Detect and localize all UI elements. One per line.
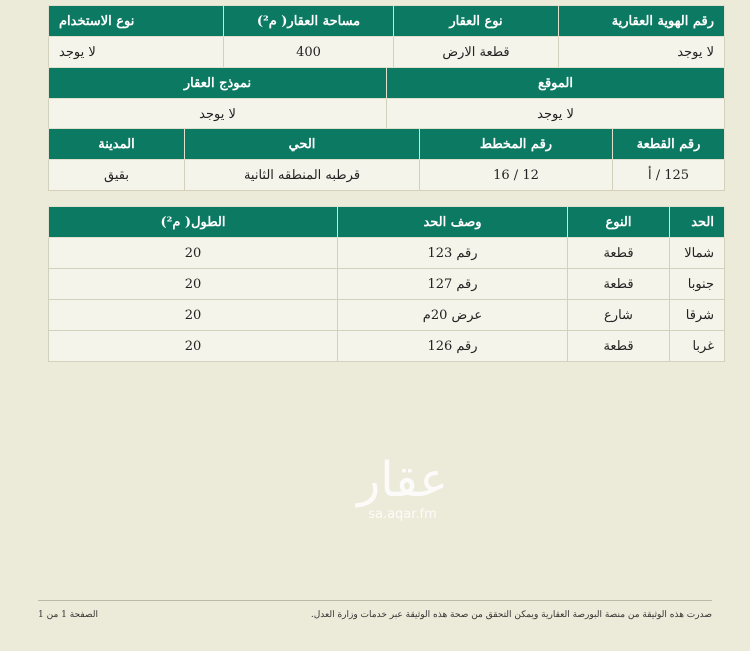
header-boundary-type: النوع	[568, 207, 670, 238]
boundary-type: قطعة	[568, 269, 670, 300]
watermark-logo: عقار	[357, 452, 448, 508]
header-property-model: نموذج العقار	[49, 68, 387, 99]
boundary-type: قطعة	[568, 331, 670, 362]
header-boundary: الحد	[670, 207, 725, 238]
boundary-desc: رقم 127	[338, 269, 568, 300]
boundary-desc: عرض 20م	[338, 300, 568, 331]
footer-divider	[38, 600, 712, 601]
property-info-table	[48, 5, 725, 68]
boundary-type: قطعة	[568, 238, 670, 269]
boundary-type: شارع	[568, 300, 670, 331]
table-row	[49, 331, 725, 362]
header-plot-number: رقم القطعة	[613, 129, 725, 160]
header-usage-type: نوع الاستخدام	[49, 6, 224, 37]
value-city: بقيق	[49, 160, 185, 191]
boundary-length: 20	[49, 300, 338, 331]
value-plot-number: 125 / أ	[613, 160, 725, 191]
boundary-desc: رقم 123	[338, 238, 568, 269]
table-row	[49, 300, 725, 331]
boundary-side: شمالا	[670, 238, 725, 269]
boundaries-table	[48, 206, 725, 362]
location-table	[48, 67, 725, 130]
table-row	[49, 269, 725, 300]
value-location: لا يوجد	[387, 99, 725, 130]
value-usage-type: لا يوجد	[49, 37, 224, 68]
aqar-watermark	[340, 452, 465, 522]
boundary-length: 20	[49, 331, 338, 362]
value-property-area: 400	[224, 37, 394, 68]
boundary-side: جنوبا	[670, 269, 725, 300]
plot-table	[48, 128, 725, 191]
value-district: قرطبه المنطقه الثانية	[185, 160, 420, 191]
boundary-side: غربا	[670, 331, 725, 362]
value-property-model: لا يوجد	[49, 99, 387, 130]
value-property-id: لا يوجد	[559, 37, 725, 68]
header-property-id: رقم الهوية العقارية	[559, 6, 725, 37]
boundary-desc: رقم 126	[338, 331, 568, 362]
header-property-area: مساحة العقار( م²)	[224, 6, 394, 37]
header-property-type: نوع العقار	[394, 6, 559, 37]
page-number: الصفحة 1 من 1	[38, 610, 98, 620]
boundary-side: شرقا	[670, 300, 725, 331]
boundary-length: 20	[49, 269, 338, 300]
table-row	[49, 238, 725, 269]
footer-note: صدرت هذه الوثيقة من منصة البورصة العقارية ويمكن التحقق من صحة هذه الوثيقة عبر خدمات وزارة العدل.	[310, 610, 712, 620]
header-location: الموقع	[387, 68, 725, 99]
watermark-url: sa.aqar.fm	[368, 507, 437, 522]
header-district: الحي	[185, 129, 420, 160]
header-boundary-length: الطول( م²)	[49, 207, 338, 238]
header-boundary-desc: وصف الحد	[338, 207, 568, 238]
boundary-length: 20	[49, 238, 338, 269]
value-property-type: قطعة الارض	[394, 37, 559, 68]
header-scheme-number: رقم المخطط	[420, 129, 613, 160]
value-scheme-number: 12 / 16	[420, 160, 613, 191]
header-city: المدينة	[49, 129, 185, 160]
